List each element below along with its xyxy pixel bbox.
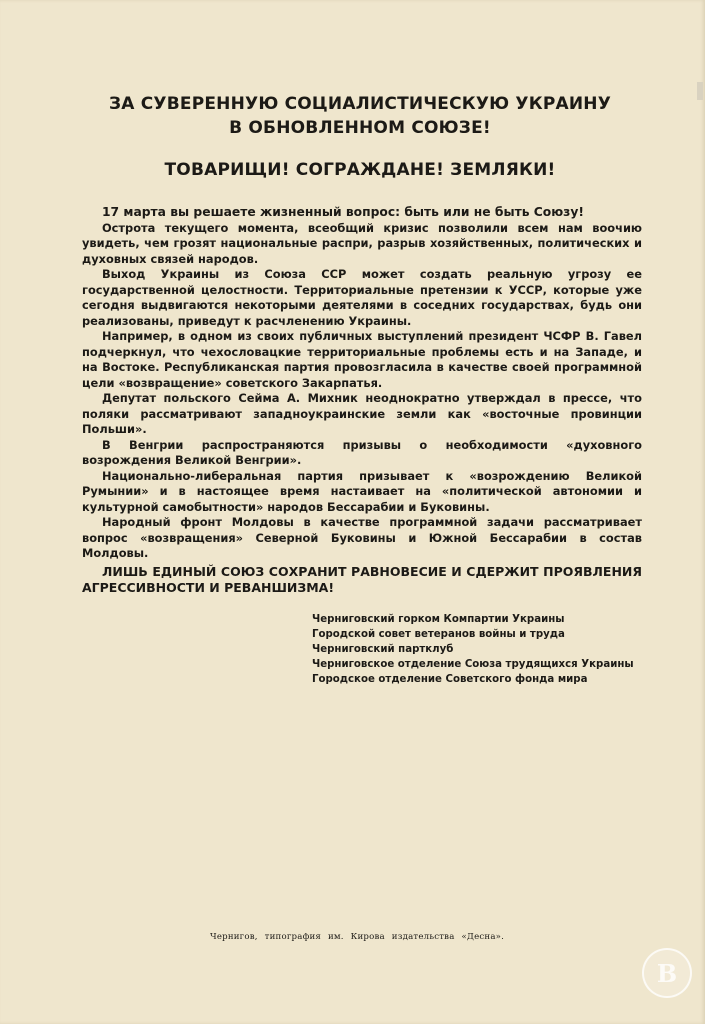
paragraph-4: Например, в одном из своих публичных выступлений президент ЧСФР В. Гавел подчеркнул, что чехословацкие территориальные проблемы есть и на Западе, и на Востоке. Республиканская партия провозгласила в качестве своей программной цели «возвращение» советского Закарпатья. (82, 329, 642, 390)
paragraph-8: Народный фронт Молдовы в качестве программной задачи рассматривает вопрос «возвращения» Северной Буковины и Южной Бессарабии в состав Молдовы. (82, 515, 642, 560)
paper-edge-mark (697, 82, 703, 100)
signatory-1: Черниговский горком Компартии Украины (312, 614, 565, 625)
closing-slogan: ЛИШЬ ЕДИНЫЙ СОЮЗ СОХРАНИТ РАВНОВЕСИЕ И СДЕРЖИТ ПРОЯВЛЕНИЯ АГРЕССИВНОСТИ И РЕВАНШИЗМА! (82, 563, 642, 595)
paragraph-2: Острота текущего момента, всеобщий кризис позволили всем нам воочию увидеть, чем грозят национальные распри, разрыв хозяйственных, политических и духовных связей народов. (82, 220, 642, 266)
signatories-list (312, 612, 652, 687)
signatory-4: Черниговское отделение Союза трудящихся Украины (312, 659, 634, 670)
paragraph-1: 17 марта вы решаете жизненный вопрос: быть или не быть Союзу! (102, 205, 584, 219)
paragraph-5: Депутат польского Сейма А. Михник неоднократно утверждал в прессе, что поляки рассматривают западноукраинские земли как «восточные провинции Польши». (82, 391, 642, 436)
watermark-seal-icon (642, 948, 692, 998)
greeting-heading: ТОВАРИЩИ! СОГРАЖДАНЕ! ЗЕМЛЯКИ! (164, 160, 556, 180)
title-line-2: В ОБНОВЛЕННОМ СОЮЗЕ! (229, 118, 491, 138)
signatory-3: Черниговский партклуб (312, 644, 454, 655)
title-line-1: ЗА СУВЕРЕННУЮ СОЦИАЛИСТИЧЕСКУЮ УКРАИНУ (108, 94, 612, 114)
watermark-glyph: В (656, 958, 678, 988)
paragraph-3: Выход Украины из Союза ССР может создать реальную угрозу ее государственной целостности. Территориальные претензии к УССР, которые уже сегодня выдвигаются некоторыми деятелями в соседних государствах, будь они реализованы, приведут к расчленению Украины. (82, 267, 642, 328)
paragraph-7: Национально-либеральная партия призывает к «возрождению Великой Румынии» и в настоящее время настаивает на «политической автономии и культурной самобытности» народов Бессарабии и Буковины. (82, 468, 642, 514)
paragraph-6: В Венгрии распространяются призывы о необходимости «духовного возрождения Великой Венгрии». (82, 437, 642, 467)
appeal-body (82, 205, 642, 596)
printer-imprint: Чернигов, типография им. Кирова издательства «Десна». (210, 932, 505, 942)
signatory-5: Городское отделение Советского фонда мира (312, 674, 588, 685)
signatory-2: Городской совет ветеранов войны и труда (312, 629, 565, 640)
